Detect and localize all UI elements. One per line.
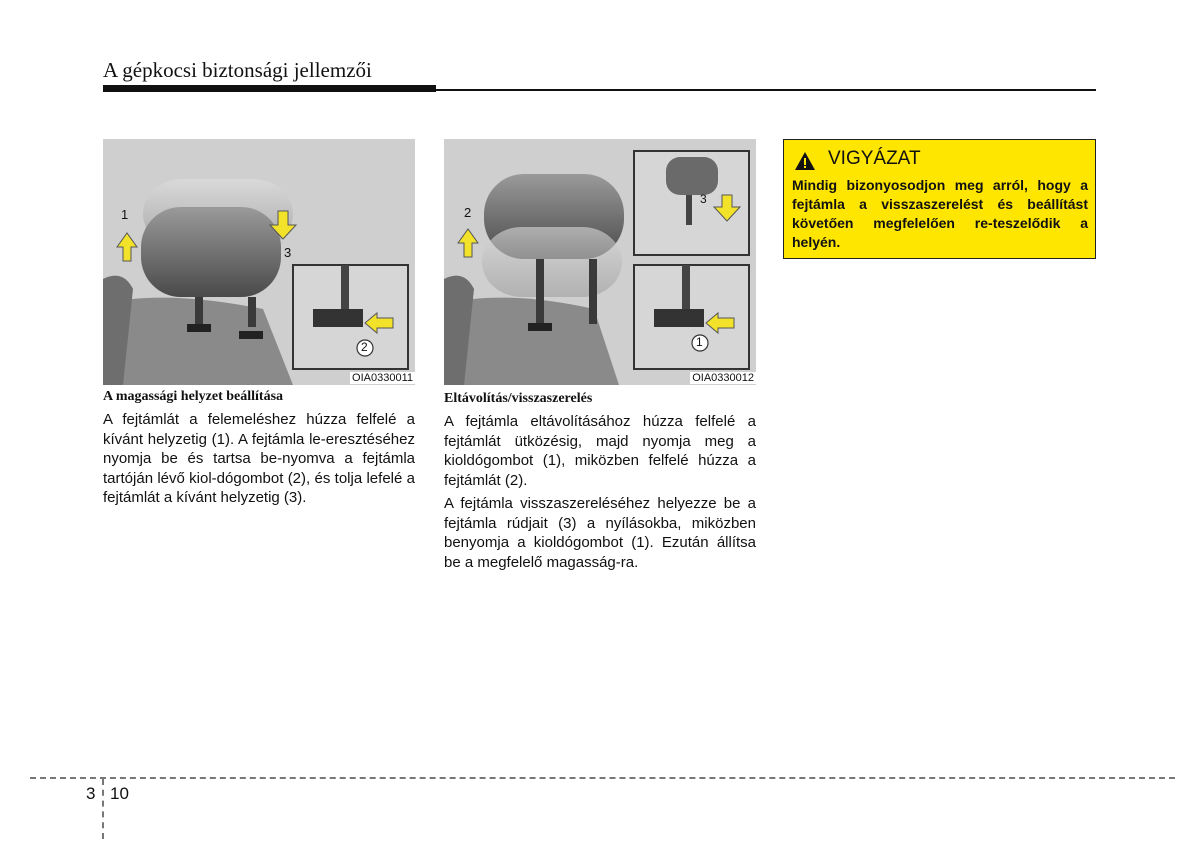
- section-heading-removal: Eltávolítás/visszaszerelés: [444, 391, 593, 406]
- caution-text: Mindig bizonyosodjon meg arról, hogy a fejtámla a visszaszerelést és beállítást követően megfelelően re-teszelődik a helyén.: [792, 177, 1088, 250]
- figure-label-3: 3: [700, 192, 707, 206]
- headrest-illustration-right: [444, 139, 756, 385]
- warning-triangle-icon: [794, 151, 816, 171]
- section-body-height: [103, 410, 415, 512]
- page-header-title: A gépkocsi biztonsági jellemzői: [103, 58, 372, 82]
- header-rule-thin: [436, 89, 1096, 91]
- figure-label-2: 2: [464, 205, 472, 220]
- figure-removal-reinstall: [444, 139, 756, 385]
- caution-title: VIGYÁZAT: [828, 148, 921, 169]
- page-number: 10: [110, 784, 129, 803]
- paragraph: A fejtámla visszaszereléséhez helyezze be a fejtámla rúdjait (3) a nyílásokba, miközben benyomja a kioldógombot (1). Ezután állítsa be a megfelelő magasság-ra.: [444, 495, 756, 571]
- section-body-removal: [444, 412, 756, 576]
- figure-label-1: 1: [696, 335, 703, 349]
- page-chapter: 3: [86, 784, 96, 803]
- header-rule-thick: [103, 85, 436, 92]
- figure-label-1: 1: [121, 207, 129, 222]
- section-heading-height: A magassági helyzet beállítása: [103, 389, 284, 404]
- caution-box: [783, 139, 1096, 259]
- figure-label-2: 2: [361, 340, 368, 354]
- figure-code: OIA0330012: [692, 372, 754, 384]
- paragraph: A fejtámla eltávolításához húzza felfelé a fejtámlát ütközésig, majd nyomja meg a kioldógombot (1), miközben felfelé húzza a fejtámlát (2).: [444, 413, 756, 489]
- figure-code: OIA0330011: [352, 372, 413, 384]
- figure-height-adjustment: [103, 139, 415, 385]
- footer-rule: [30, 777, 1175, 779]
- headrest-illustration-left: [103, 139, 415, 385]
- paragraph: A fejtámlát a felemeléshez húzza felfelé a kívánt helyzetig (1). A fejtámla le-eresztéséhez nyomja be és tartsa be-nyomva a fejtámla tartóján lévő kiol-dógombot (2), és tolja lefelé a fejtámlát a kívánt helyzetig (3).: [103, 411, 415, 506]
- footer-divider: [102, 779, 104, 839]
- figure-label-3: 3: [284, 245, 292, 260]
